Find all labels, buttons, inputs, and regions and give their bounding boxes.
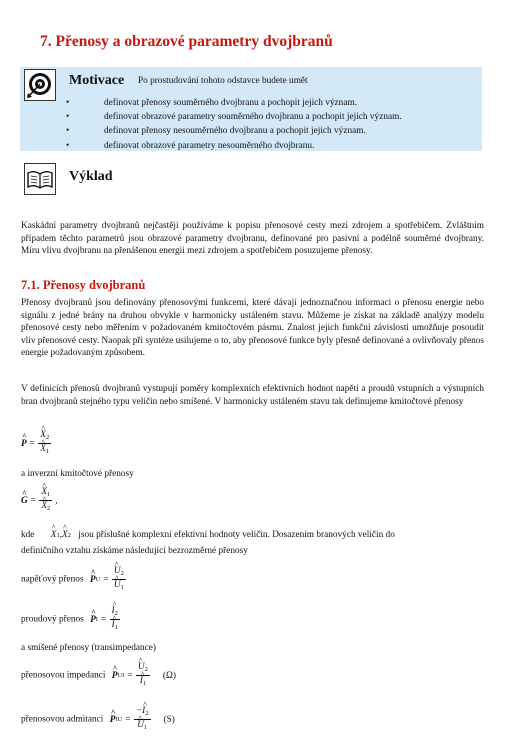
chapter-title: 7. Přenosy a obrazové parametry dvojbranů [40, 33, 333, 50]
voltage-transfer-row: napěťový přenos ^ P U = ^ $U_2$ ^ $U_1$ [21, 566, 129, 593]
paragraph-definition: Přenosy dvojbranů jsou definovány přenosovými funkcemi, které dávají jednoznačnou informaci o přenosu energie nebo signálu z jedné brány na druhou obvykle v harmonicky ustáleném stavu. Můžeme je získat na základě analýzy modelu přenosové cesty nebo měřením v požadovaném kmitočtovém pásmu. Znalost jejich funkční závislosti umožňuje posoudit vliv přenosové cesty. Naopak při syntéze usilujeme o to, aby přenosové funkce byly přesně definované a ovlivňovaly přenos energie požadovaným způsobem. [21, 298, 484, 359]
target-icon [24, 69, 56, 101]
motivation-intro: Po prostudování tohoto odstavce budete umět [138, 76, 308, 86]
equation-transfer: ^ P = ^ $X_2$ ^ $X_1$ [21, 430, 54, 457]
explanation-heading: Výklad [69, 169, 113, 184]
admittance-label: přenosovou admitanci [21, 714, 104, 725]
bullet-icon: • [66, 98, 70, 108]
paragraph-ratios: V definicích přenosů dvojbranů vystupují poměry komplexních efektivních hodnot napětí a proudů vstupních a výstupních bran dvojbranů stejného typu veličin nebo smíšené. V harmonicky ustáleném stavu tak definujeme kmitočtové přenosy [21, 384, 484, 407]
kde-continuation: definičního vztahu získáme následující bezrozměrné přenosy [21, 546, 248, 556]
current-transfer-row: proudový přenos ^ P I = ^ $I_2$ ^ $I_1$ [21, 606, 123, 633]
equation-inverse: ^ G = ^ $X_1$ ^ $X_2$ , [21, 487, 58, 514]
motivation-heading: Motivace [69, 73, 125, 88]
bullet-icon: • [66, 126, 70, 137]
intro-paragraph: Kaskádní parametry dvojbranů nejčastěji používáme k popisu přenosové cesty mezi zdrojem a spotřebičem. Zvláštním případem těchto parametrů jsou obrazové parametry dvojbranu, definované pro pasivní a podélně souměrné dvojbrany. Míru vlivu dvojbranu na přenášenou energii mezi zdrojem a spotřebičem posuzujeme přenosy. [21, 221, 484, 257]
impedance-unit: (Ω) [162, 670, 176, 681]
bullet-icon: • [66, 140, 70, 151]
current-transfer-label: proudový přenos [21, 614, 84, 625]
impedance-row: přenosovou impedanci ^ P UI = ^ $U_2$ ^ $I_1$ (Ω) [21, 662, 176, 689]
inverse-label: a inverzní kmitočtové přenosy [21, 469, 134, 479]
bullet-icon: • [66, 112, 70, 123]
kde-line: kde ^ X 1 , ^ X 2 jsou příslušné komplexní efektivní hodnoty veličin. Dosazením branových veličin do [21, 530, 395, 540]
admittance-row: přenosovou admitanci ^ P IU = −^ $I_2$ ^ $U_1$ (S) [21, 706, 175, 733]
book-icon [24, 163, 56, 195]
mixed-label: a smíšené přenosy (transimpedance) [21, 643, 157, 653]
section-title: 7.1. Přenosy dvojbranů [21, 278, 146, 292]
voltage-transfer-label: napěťový přenos [21, 574, 84, 585]
admittance-unit: (S) [163, 714, 175, 725]
impedance-label: přenosovou impedanci [21, 670, 106, 681]
